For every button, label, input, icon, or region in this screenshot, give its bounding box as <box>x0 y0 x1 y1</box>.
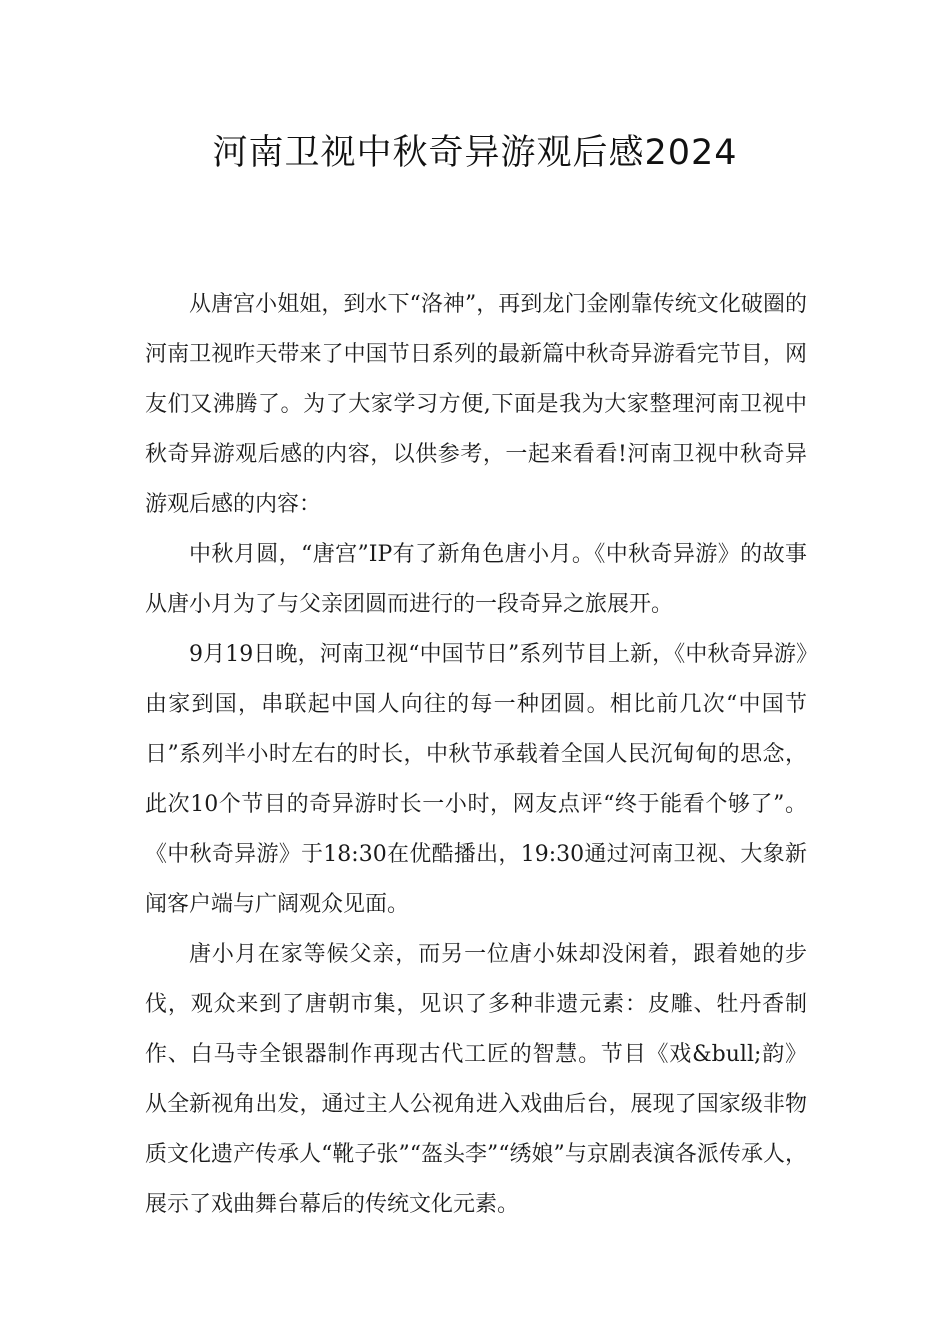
paragraph-4: 唐小月在家等候父亲，而另一位唐小妹却没闲着，跟着她的步伐，观众来到了唐朝市集，见识了多种非遗元素：皮雕、牡丹香制作、白马寺全银器制作再现古代工匠的智慧。节目《戏&bull;韵》从全新视角出发，通过主人公视角进入戏曲后台，展现了国家级非物质文化遗产传承人“靴子张”“盔头李”“绣娘”与京剧表演各派传承人，展示了戏曲舞台幕后的传统文化元素。 <box>145 942 807 1217</box>
document-body <box>145 280 807 1230</box>
paragraph-3: 9月19日晚，河南卫视“中国节日”系列节目上新，《中秋奇异游》由家到国，串联起中国人向往的每一种团圆。相比前几次“中国节日”系列半小时左右的时长，中秋节承载着全国人民沉甸甸的思念，此次10个节目的奇异游时长一小时，网友点评“终于能看个够了”。《中秋奇异游》于18:30在优酷播出，19:30通过河南卫视、大象新闻客户端与广阔观众见面。 <box>145 642 807 917</box>
paragraph-2: 中秋月圆，“唐宫”IP有了新角色唐小月。《中秋奇异游》的故事从唐小月为了与父亲团圆而进行的一段奇异之旅展开。 <box>145 542 807 617</box>
document-title: 河南卫视中秋奇异游观后感2024 <box>212 133 738 173</box>
paragraph-1: 从唐宫小姐姐，到水下“洛神”，再到龙门金刚靠传统文化破圈的河南卫视昨天带来了中国节日系列的最新篇中秋奇异游看完节目，网友们又沸腾了。为了大家学习方便,下面是我为大家整理河南卫视中秋奇异游观后感的内容，以供参考，一起来看看!河南卫视中秋奇异游观后感的内容： <box>145 292 807 517</box>
